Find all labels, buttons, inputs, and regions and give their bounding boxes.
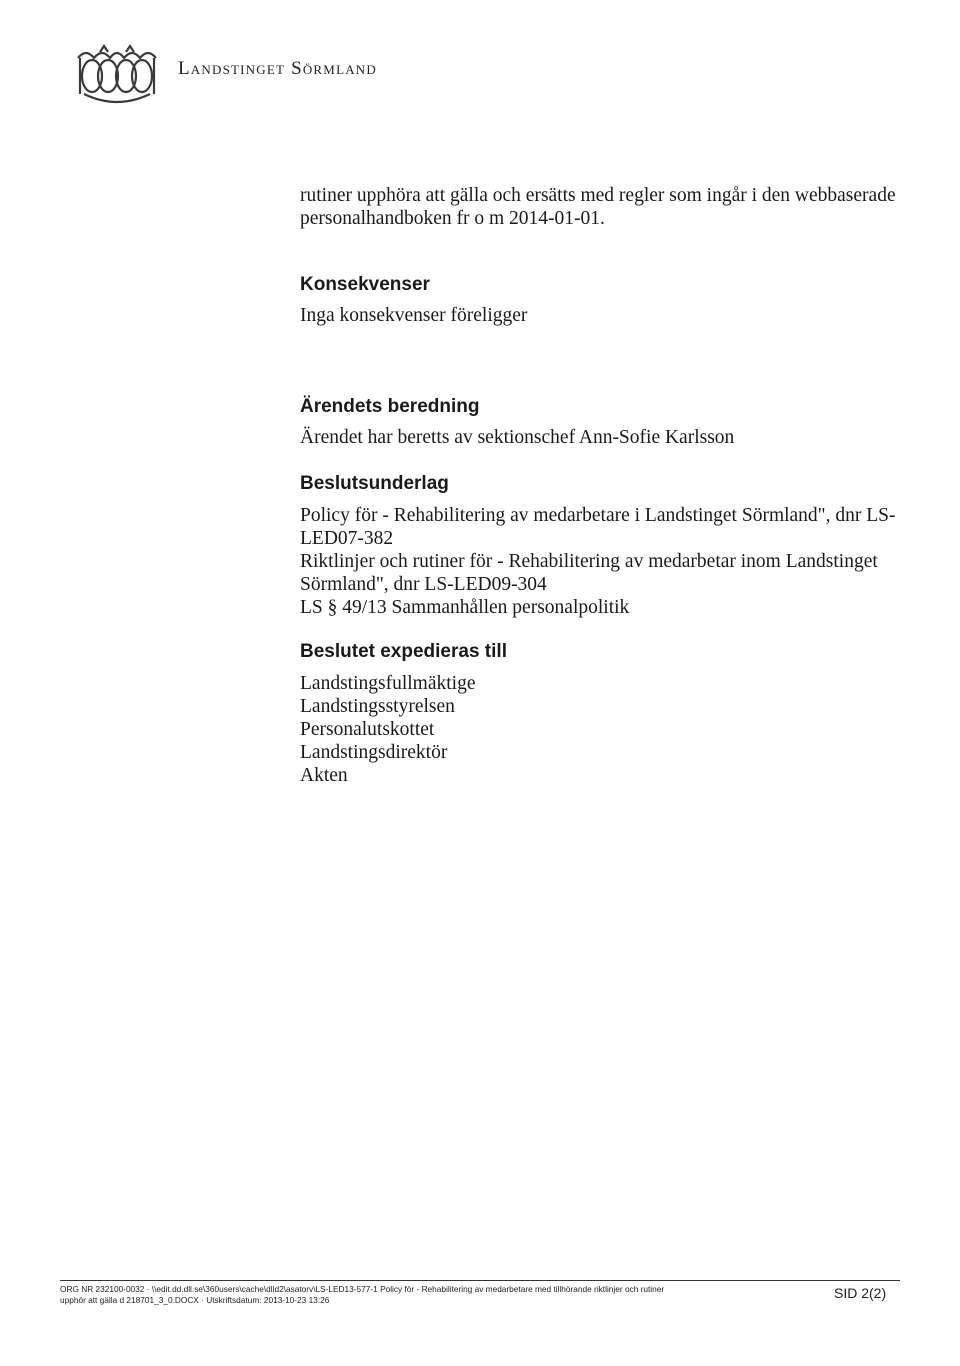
section-expedieras — [300, 640, 900, 787]
landstinget-crown-logo-icon — [70, 44, 164, 112]
reference-line: LS § 49/13 Sammanhållen personalpolitik — [300, 597, 630, 618]
reference-line: Sörmland", dnr LS-LED09-304 — [300, 574, 547, 595]
footer-line: ORG NR 232100-0032 · \\edit.dd.dll.se\360users\cache\dlld2\asatorv\LS-LED13-577-1 Policy för - Rehabilitering av medarbetare med tillhörande riktlinjer och rutiner — [60, 1284, 665, 1294]
section-heading: Ärendets beredning — [300, 396, 480, 417]
reference-line: LED07-382 — [300, 528, 394, 549]
recipient-item: Landstingsstyrelsen — [300, 696, 455, 717]
footer-divider — [60, 1280, 900, 1281]
recipient-item: Akten — [300, 765, 348, 786]
section-text: Inga konsekvenser föreligger — [300, 305, 528, 326]
intro-line: personalhandboken fr o m 2014-01-01. — [300, 208, 605, 229]
page-number: SID 2(2) — [834, 1285, 887, 1301]
section-heading: Konsekvenser — [300, 274, 430, 295]
section-beredning — [300, 395, 900, 449]
footer-document-info — [60, 1284, 800, 1306]
recipient-item: Landstingsfullmäktige — [300, 673, 476, 694]
section-konsekvenser — [300, 273, 900, 327]
intro-line: rutiner upphöra att gälla och ersätts med regler som ingår i den webbaserade — [300, 185, 896, 206]
footer-line: upphör att gälla d 218701_3_0.DOCX · Utskriftsdatum: 2013-10-23 13:26 — [60, 1295, 330, 1305]
reference-line: Riktlinjer och rutiner för - Rehabilitering av medarbetar inom Landstinget — [300, 551, 878, 572]
section-heading: Beslutsunderlag — [300, 473, 449, 494]
section-heading: Beslutet expedieras till — [300, 641, 507, 662]
reference-line: Policy för - Rehabilitering av medarbetare i Landstinget Sörmland", dnr LS- — [300, 505, 896, 526]
recipient-item: Landstingsdirektör — [300, 742, 448, 763]
intro-paragraph — [300, 184, 900, 230]
organization-name: Landstinget Sörmland — [178, 58, 377, 79]
section-text: Ärendet har beretts av sektionschef Ann-Sofie Karlsson — [300, 427, 735, 448]
recipient-item: Personalutskottet — [300, 719, 435, 740]
section-beslutsunderlag — [300, 472, 900, 619]
